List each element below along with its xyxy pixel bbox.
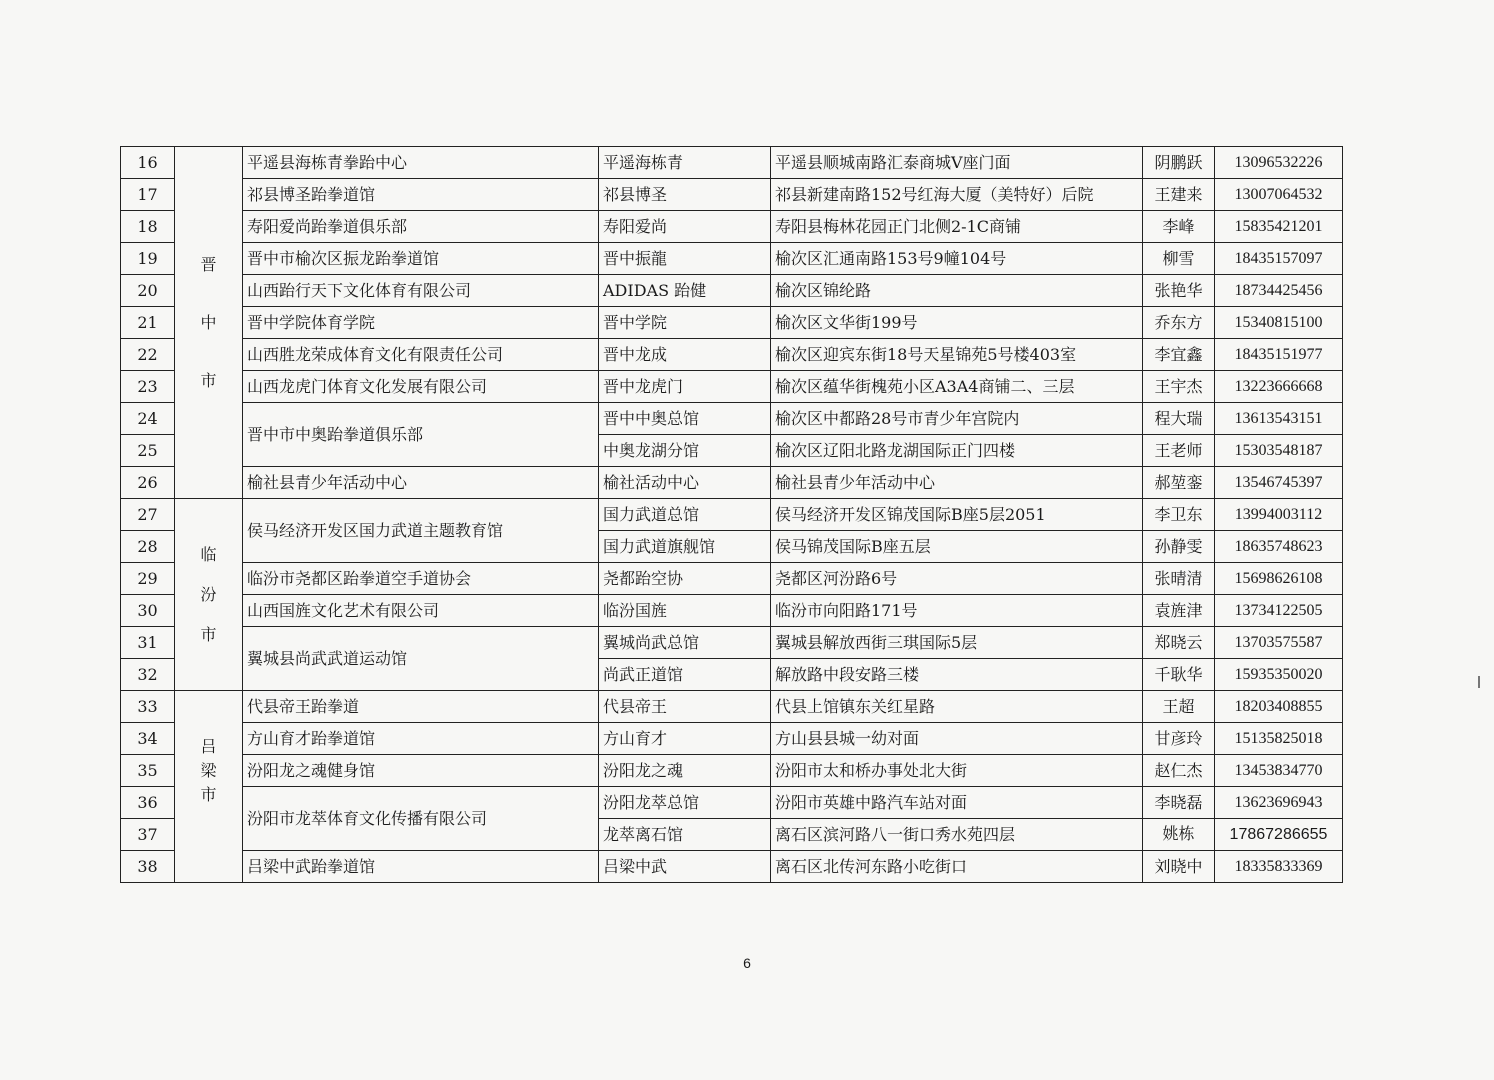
club-name: 代县帝王跆拳道	[243, 691, 599, 723]
club-address: 汾阳市英雄中路汽车站对面	[771, 787, 1143, 819]
table-row	[121, 499, 1343, 531]
contact-phone: 18335833369	[1215, 851, 1343, 883]
club-name: 山西跆行天下文化体育有限公司	[243, 275, 599, 307]
contact-person: 乔东方	[1143, 307, 1215, 339]
contact-phone: 13546745397	[1215, 467, 1343, 499]
contact-person: 孙静雯	[1143, 531, 1215, 563]
contact-phone: 18435151977	[1215, 339, 1343, 371]
row-number: 16	[121, 147, 175, 179]
contact-person: 刘晓中	[1143, 851, 1215, 883]
row-number: 32	[121, 659, 175, 691]
table-row	[121, 147, 1343, 179]
table-row	[121, 851, 1343, 883]
table-row	[121, 211, 1343, 243]
contact-person: 李卫东	[1143, 499, 1215, 531]
club-address: 离石区北传河东路小吃街口	[771, 851, 1143, 883]
row-number: 35	[121, 755, 175, 787]
contact-person: 柳雪	[1143, 243, 1215, 275]
club-address: 榆次区汇通南路153号9幢104号	[771, 243, 1143, 275]
page-number: 6	[743, 955, 751, 971]
club-name: 汾阳市龙萃体育文化传播有限公司	[243, 787, 599, 851]
contact-phone: 18435157097	[1215, 243, 1343, 275]
contact-person: 张艳华	[1143, 275, 1215, 307]
club-address: 解放路中段安路三楼	[771, 659, 1143, 691]
club-name: 晋中市榆次区振龙跆拳道馆	[243, 243, 599, 275]
club-address: 侯马经济开发区锦茂国际B座5层2051	[771, 499, 1143, 531]
club-address: 临汾市向阳路171号	[771, 595, 1143, 627]
club-address: 榆次区锦纶路	[771, 275, 1143, 307]
row-number: 19	[121, 243, 175, 275]
club-address: 翼城县解放西街三琪国际5层	[771, 627, 1143, 659]
city-label: 吕 梁 市	[175, 691, 243, 883]
contact-phone: 15835421201	[1215, 211, 1343, 243]
contact-phone: 15340815100	[1215, 307, 1343, 339]
contact-phone: 13703575587	[1215, 627, 1343, 659]
club-address: 离石区滨河路八一街口秀水苑四层	[771, 819, 1143, 851]
club-name: 寿阳爱尚跆拳道俱乐部	[243, 211, 599, 243]
contact-phone: 13453834770	[1215, 755, 1343, 787]
club-short-name: 晋中龙成	[599, 339, 771, 371]
club-short-name: 临汾国旌	[599, 595, 771, 627]
contact-phone: 13994003112	[1215, 499, 1343, 531]
club-short-name: 吕梁中武	[599, 851, 771, 883]
club-address: 汾阳市太和桥办事处北大街	[771, 755, 1143, 787]
club-short-name: 龙萃离石馆	[599, 819, 771, 851]
club-short-name: 国力武道旗舰馆	[599, 531, 771, 563]
contact-phone: 18734425456	[1215, 275, 1343, 307]
club-address: 寿阳县梅林花园正门北侧2-1C商铺	[771, 211, 1143, 243]
row-number: 28	[121, 531, 175, 563]
club-short-name: 晋中学院	[599, 307, 771, 339]
club-short-name: 代县帝王	[599, 691, 771, 723]
club-address: 尧都区河汾路6号	[771, 563, 1143, 595]
table-row	[121, 339, 1343, 371]
contact-phone: 18203408855	[1215, 691, 1343, 723]
club-short-name: 国力武道总馆	[599, 499, 771, 531]
club-address: 代县上馆镇东关红星路	[771, 691, 1143, 723]
club-short-name: 汾阳龙萃总馆	[599, 787, 771, 819]
club-name: 翼城县尚武武道运动馆	[243, 627, 599, 691]
row-number: 37	[121, 819, 175, 851]
table-row	[121, 563, 1343, 595]
club-name: 吕梁中武跆拳道馆	[243, 851, 599, 883]
club-address: 榆社县青少年活动中心	[771, 467, 1143, 499]
row-number: 24	[121, 403, 175, 435]
table-row	[121, 755, 1343, 787]
club-short-name: ADIDAS 跆健	[599, 275, 771, 307]
row-number: 27	[121, 499, 175, 531]
club-name: 山西龙虎门体育文化发展有限公司	[243, 371, 599, 403]
row-number: 30	[121, 595, 175, 627]
contact-person: 李宜鑫	[1143, 339, 1215, 371]
contact-person: 甘彦玲	[1143, 723, 1215, 755]
table-row	[121, 307, 1343, 339]
row-number: 25	[121, 435, 175, 467]
contact-phone: 18635748623	[1215, 531, 1343, 563]
contact-phone: 15135825018	[1215, 723, 1343, 755]
table-row	[121, 723, 1343, 755]
club-address: 祁县新建南路152号红海大厦（美特好）后院	[771, 179, 1143, 211]
club-address: 榆次区辽阳北路龙湖国际正门四楼	[771, 435, 1143, 467]
contact-phone: 13734122505	[1215, 595, 1343, 627]
club-short-name: 尚武正道馆	[599, 659, 771, 691]
table-row	[121, 627, 1343, 659]
club-short-name: 晋中龙虎门	[599, 371, 771, 403]
contact-person: 郝堃銮	[1143, 467, 1215, 499]
contact-phone: 13623696943	[1215, 787, 1343, 819]
row-number: 21	[121, 307, 175, 339]
contact-person: 张晴清	[1143, 563, 1215, 595]
club-short-name: 方山育才	[599, 723, 771, 755]
city-label: 临 汾 市	[175, 499, 243, 691]
table-row	[121, 595, 1343, 627]
contact-person: 姚栋	[1143, 819, 1215, 851]
contact-phone: 15935350020	[1215, 659, 1343, 691]
row-number: 34	[121, 723, 175, 755]
club-short-name: 祁县博圣	[599, 179, 771, 211]
club-name: 方山育才跆拳道馆	[243, 723, 599, 755]
table-row	[121, 787, 1343, 819]
contact-person: 袁旌津	[1143, 595, 1215, 627]
club-address: 榆次区蕴华街槐苑小区A3A4商铺二、三层	[771, 371, 1143, 403]
club-name: 平遥县海栋青拳跆中心	[243, 147, 599, 179]
contact-person: 王老师	[1143, 435, 1215, 467]
row-number: 23	[121, 371, 175, 403]
club-name: 山西胜龙荣成体育文化有限责任公司	[243, 339, 599, 371]
row-number: 33	[121, 691, 175, 723]
contact-person: 王宇杰	[1143, 371, 1215, 403]
row-number: 17	[121, 179, 175, 211]
row-number: 31	[121, 627, 175, 659]
club-name: 山西国旌文化艺术有限公司	[243, 595, 599, 627]
table-row	[121, 467, 1343, 499]
club-address: 方山县县城一幼对面	[771, 723, 1143, 755]
contact-phone: 13613543151	[1215, 403, 1343, 435]
table-row	[121, 179, 1343, 211]
row-number: 18	[121, 211, 175, 243]
contact-person: 王超	[1143, 691, 1215, 723]
contact-person: 李晓磊	[1143, 787, 1215, 819]
club-name: 祁县博圣跆拳道馆	[243, 179, 599, 211]
club-address: 侯马锦茂国际B座五层	[771, 531, 1143, 563]
row-number: 38	[121, 851, 175, 883]
club-short-name: 晋中振龍	[599, 243, 771, 275]
contact-person: 郑晓云	[1143, 627, 1215, 659]
club-short-name: 尧都跆空协	[599, 563, 771, 595]
club-name: 晋中学院体育学院	[243, 307, 599, 339]
contact-person: 程大瑞	[1143, 403, 1215, 435]
club-name: 侯马经济开发区国力武道主题教育馆	[243, 499, 599, 563]
contact-phone: 13096532226	[1215, 147, 1343, 179]
table-row	[121, 371, 1343, 403]
club-short-name: 平遥海栋青	[599, 147, 771, 179]
club-address: 平遥县顺城南路汇泰商城Ⅴ座门面	[771, 147, 1143, 179]
contact-phone: 13007064532	[1215, 179, 1343, 211]
club-short-name: 翼城尚武总馆	[599, 627, 771, 659]
contact-person: 千耿华	[1143, 659, 1215, 691]
club-address: 榆次区中都路28号市青少年宫院内	[771, 403, 1143, 435]
contact-phone: 13223666668	[1215, 371, 1343, 403]
contact-person: 王建来	[1143, 179, 1215, 211]
row-number: 20	[121, 275, 175, 307]
contact-phone: 17867286655	[1215, 819, 1343, 851]
club-short-name: 寿阳爱尚	[599, 211, 771, 243]
contact-phone: 15303548187	[1215, 435, 1343, 467]
table-row	[121, 691, 1343, 723]
row-number: 26	[121, 467, 175, 499]
club-address: 榆次区文华街199号	[771, 307, 1143, 339]
city-label: 晋 中 市	[175, 147, 243, 499]
scan-mark	[1478, 676, 1484, 688]
club-short-name: 晋中中奥总馆	[599, 403, 771, 435]
row-number: 22	[121, 339, 175, 371]
contact-person: 阴鹏跃	[1143, 147, 1215, 179]
club-short-name: 榆社活动中心	[599, 467, 771, 499]
contact-person: 李峰	[1143, 211, 1215, 243]
contact-person: 赵仁杰	[1143, 755, 1215, 787]
table-row	[121, 243, 1343, 275]
club-address: 榆次区迎宾东街18号天星锦苑5号楼403室	[771, 339, 1143, 371]
club-short-name: 汾阳龙之魂	[599, 755, 771, 787]
club-name: 临汾市尧都区跆拳道空手道协会	[243, 563, 599, 595]
club-name: 晋中市中奥跆拳道俱乐部	[243, 403, 599, 467]
table-row	[121, 403, 1343, 435]
row-number: 36	[121, 787, 175, 819]
club-name: 汾阳龙之魂健身馆	[243, 755, 599, 787]
table-row	[121, 275, 1343, 307]
club-name: 榆社县青少年活动中心	[243, 467, 599, 499]
club-table	[120, 146, 1343, 883]
contact-phone: 15698626108	[1215, 563, 1343, 595]
club-short-name: 中奥龙湖分馆	[599, 435, 771, 467]
row-number: 29	[121, 563, 175, 595]
